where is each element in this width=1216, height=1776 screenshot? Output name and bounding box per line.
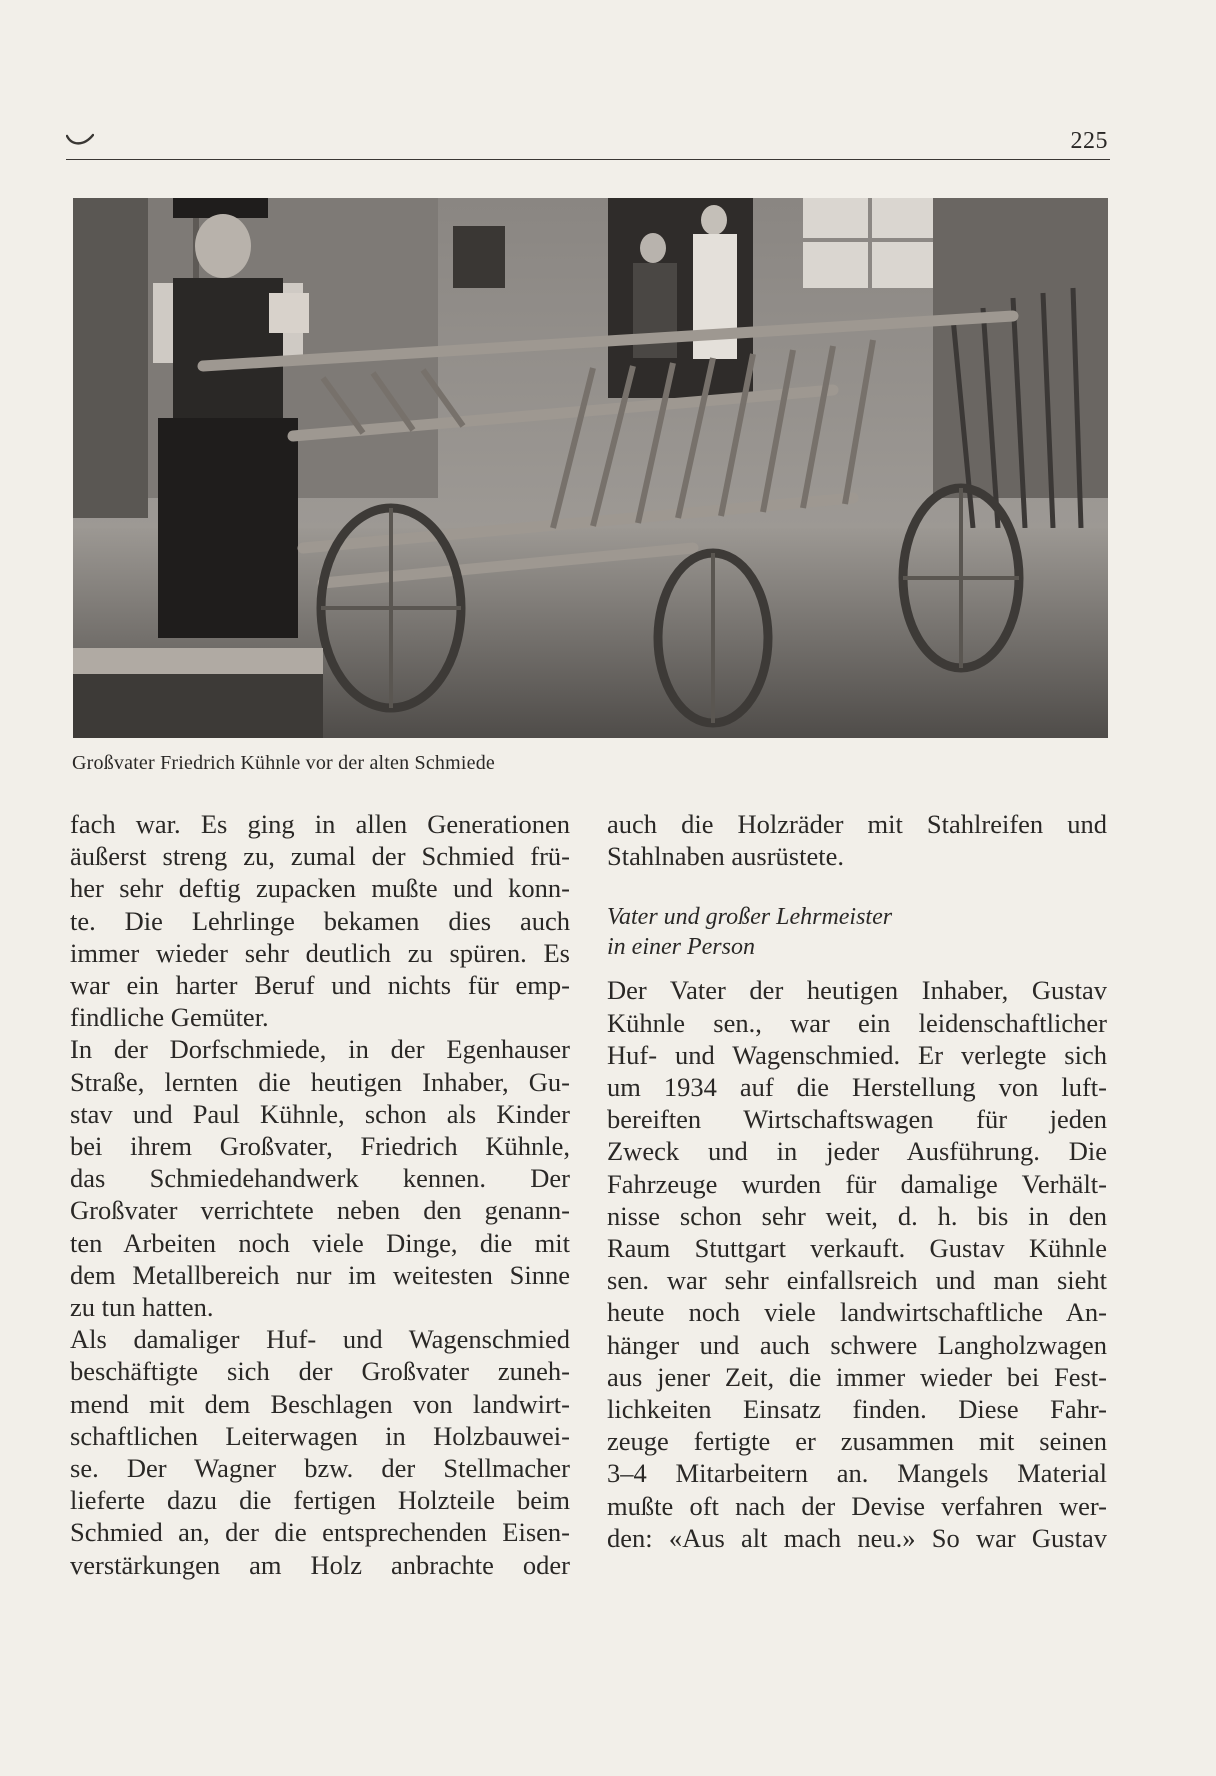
text-line: Raum Stuttgart verkauft. Gustav Kühnle: [607, 1233, 1107, 1264]
text-line: den: «Aus alt mach neu.» So war Gustav: [607, 1522, 1107, 1553]
paragraph-4: [607, 808, 1107, 872]
text-line: lichkeiten Einsatz finden. Diese Fahr-: [607, 1394, 1107, 1425]
paragraph-5: [607, 974, 1107, 1554]
text-line: äußerst streng zu, zumal der Schmied frü-: [70, 841, 570, 872]
section-subheading: [607, 902, 1107, 962]
text-line: fach war. Es ging in allen Generationen: [70, 809, 570, 839]
photo-blacksmith-wagon-icon: [73, 198, 1108, 738]
text-line: se. Der Wagner bzw. der Stellmacher: [70, 1453, 570, 1484]
text-line: Stahlnaben ausrüstete.: [607, 841, 844, 872]
text-line: findliche Gemüter.: [70, 1002, 269, 1033]
text-line: Der Vater der heutigen Inhaber, Gustav: [607, 975, 1107, 1006]
text-line: In der Dorfschmiede, in der Egenhauser: [70, 1034, 570, 1065]
text-line: zeuge fertigte er zusammen mit seinen: [607, 1426, 1107, 1457]
text-line: Kühnle sen., war ein leidenschaftlicher: [607, 1007, 1107, 1038]
text-line: bereiften Wirtschaftswagen für jeden: [607, 1104, 1107, 1135]
text-line: Schmied an, der die entsprechenden Eisen-: [70, 1517, 570, 1548]
photo-caption: Großvater Friedrich Kühnle vor der alten Schmiede: [72, 752, 495, 774]
text-line: Fahrzeuge wurden für damalige Verhält-: [607, 1168, 1107, 1199]
text-line: Zweck und in jeder Ausführung. Die: [607, 1136, 1107, 1167]
text-line: stav und Paul Kühnle, schon als Kinder: [70, 1098, 570, 1129]
text-line: te. Die Lehrlinge bekamen dies auch: [70, 905, 570, 936]
text-line: Straße, lernten die heutigen Inhaber, Gu-: [70, 1066, 570, 1097]
text-line: mußte oft nach der Devise verfahren wer-: [607, 1490, 1107, 1521]
text-line: um 1934 auf die Herstellung von luft-: [607, 1072, 1107, 1103]
text-line: beschäftigte sich der Großvater zuneh-: [70, 1356, 570, 1387]
subheading-line: in einer Person: [607, 934, 755, 961]
text-line: schaftlichen Leiterwagen in Holzbauwei-: [70, 1420, 570, 1451]
text-line: lieferte dazu die fertigen Holzteile beim: [70, 1485, 570, 1516]
text-line: mend mit dem Beschlagen von landwirt-: [70, 1388, 570, 1419]
left-column: [70, 808, 570, 1581]
text-line: zu tun hatten.: [70, 1292, 214, 1323]
text-line: Als damaliger Huf- und Wagenschmied: [70, 1324, 570, 1355]
text-line: Huf- und Wagenschmied. Er verlegte sich: [607, 1039, 1107, 1070]
text-line: dem Metallbereich nur im weitesten Sinne: [70, 1259, 570, 1290]
paragraph-3: [70, 1323, 570, 1581]
text-line: her sehr deftig zupacken mußte und konn-: [70, 873, 570, 904]
text-line: das Schmiedehandwerk kennen. Der: [70, 1163, 570, 1194]
text-line: sen. war sehr einfallsreich und man sieht: [607, 1265, 1107, 1296]
text-line: immer wieder sehr deutlich zu spüren. Es: [70, 937, 570, 968]
text-line: nisse schon sehr weit, d. h. bis in den: [607, 1200, 1107, 1231]
header-rule: [66, 159, 1110, 160]
text-line: verstärkungen am Holz anbrachte oder: [70, 1549, 570, 1580]
text-line: bei ihrem Großvater, Friedrich Kühnle,: [70, 1131, 570, 1162]
subheading-line: Vater und großer Lehrmeister: [607, 904, 893, 931]
text-line: heute noch viele landwirtschaftliche An-: [607, 1297, 1107, 1328]
text-line: 3–4 Mitarbeitern an. Mangels Material: [607, 1458, 1107, 1489]
historic-photo: [73, 198, 1108, 738]
text-line: war ein harter Beruf und nichts für emp-: [70, 970, 570, 1001]
paragraph-2: [70, 1033, 570, 1323]
text-line: auch die Holzräder mit Stahlreifen und: [607, 809, 1107, 839]
text-line: Großvater verrichtete neben den genann-: [70, 1195, 570, 1226]
page-header: [66, 128, 1110, 162]
text-line: ten Arbeiten noch viele Dinge, die mit: [70, 1227, 570, 1258]
right-column: [607, 808, 1107, 1554]
page-number: 225: [1070, 128, 1108, 154]
paragraph-1: [70, 808, 570, 1033]
text-line: hänger und auch schwere Langholzwagen: [607, 1329, 1107, 1360]
text-line: aus jener Zeit, die immer wieder bei Fest-: [607, 1361, 1107, 1392]
swash-ornament-icon: [66, 132, 94, 150]
